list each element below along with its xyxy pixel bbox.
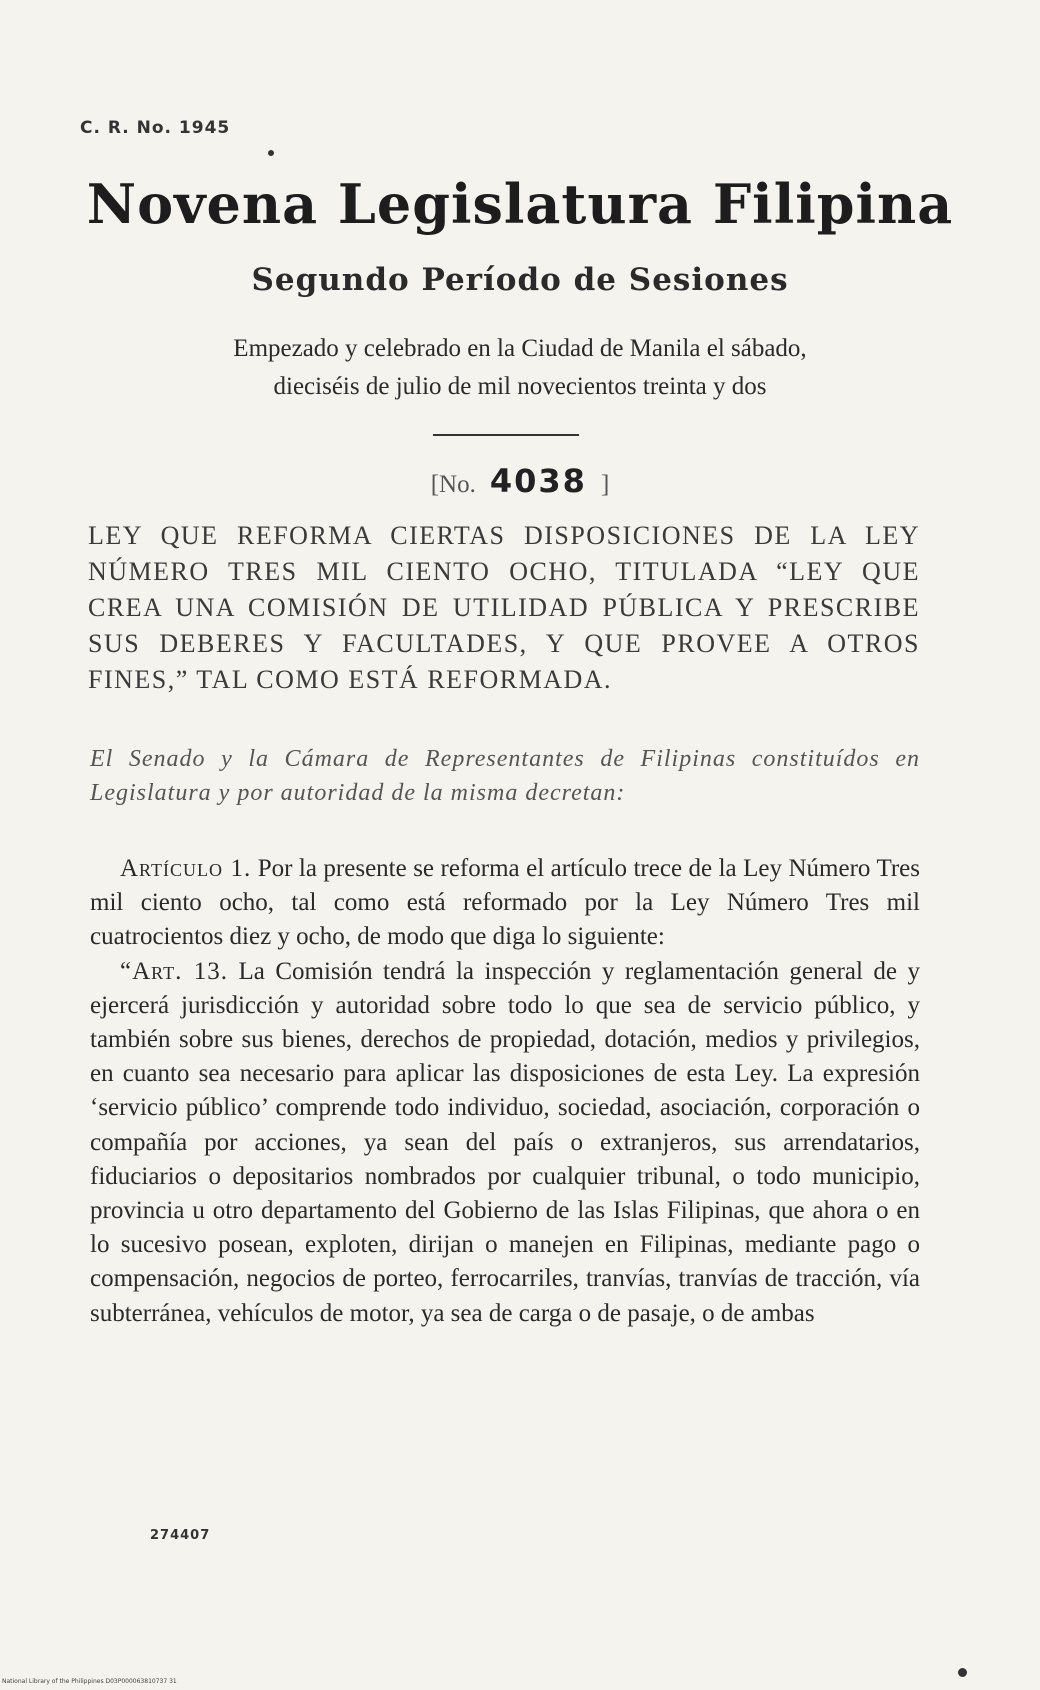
divider-rule — [433, 434, 579, 436]
section-1-label: Artículo 1. — [120, 855, 252, 882]
article-13-text: La Comisión tendrá la inspección y reglamentación general de y ejercerá jurisdicción y autoridad sobre todo lo que sea de servicio público, y también sobre sus bienes, derechos de propiedad, dotación, medios y privilegios, en cuanto sea necesario para aplicar las disposiciones de esta Ley. La expresión ‘servicio público’ comprende todo individuo, sociedad, asociación, corporación o compañía por acciones, ya sean del país o extranjeros, sus arrendatarios, fiduciarios o depositarios nombrados por cualquier tribunal, o todo municipio, provincia u otro departamento del Gobierno de las Islas Filipinas, que ahora o en lo sucesivo posean, exploten, dirijan o manejen en Filipinas, mediante pago o compensación, negocios de porteo, ferrocarriles, tranvías, tranvías de tracción, vía subterránea, vehículos de motor, ya sea de carga o de pasaje, o de ambas — [90, 957, 920, 1327]
session-date-line-2: dieciséis de julio de mil novecientos treinta y dos — [273, 373, 767, 400]
archive-credit: National Library of the Philippines D03P000063810737 31 — [2, 1678, 177, 1685]
act-number-suffix: ] — [600, 471, 610, 498]
article-13-label: “Art. 13. — [120, 957, 229, 985]
session-date-line-1: Empezado y celebrado en la Ciudad de Manila el sábado, — [233, 335, 807, 362]
act-number-prefix: [No. — [430, 471, 476, 498]
act-number — [0, 462, 1040, 500]
legislature-title: Novena Legislatura Filipina — [86, 172, 954, 236]
ink-dot — [268, 150, 274, 156]
act-number-value: 4038 — [489, 462, 587, 500]
ink-dot-corner — [958, 1668, 967, 1677]
section-1 — [90, 852, 920, 955]
article-13 — [90, 955, 920, 1331]
act-body — [90, 852, 920, 1331]
enacting-clause: El Senado y la Cámara de Representantes de Filipinas constituídos en Legislatura y por autoridad de la misma decretan: — [90, 746, 920, 806]
act-title: LEY QUE REFORMA CIERTAS DISPOSICIONES DE LA LEY NÚMERO TRES MIL CIENTO OCHO, TITULADA “LEY QUE CREA UNA COMISIÓN DE UTILIDAD PÚBLICA Y PRESCRIBE SUS DEBERES Y FACULTADES, Y QUE PROVEE A OTROS FINES,” TAL COMO ESTÁ REFORMADA. — [88, 521, 920, 694]
section-1-text: Por la presente se reforma el artículo trece de la Ley Número Tres mil ciento ocho, tal como está reformado por la Ley Número Tres mil cuatrocientos diez y ocho, de modo que diga lo siguiente: — [90, 855, 920, 951]
session-subtitle: Segundo Período de Sesiones — [251, 262, 789, 298]
print-number: 274407 — [150, 1528, 211, 1543]
cr-number: C. R. No. 1945 — [80, 118, 231, 138]
session-date — [100, 330, 940, 406]
